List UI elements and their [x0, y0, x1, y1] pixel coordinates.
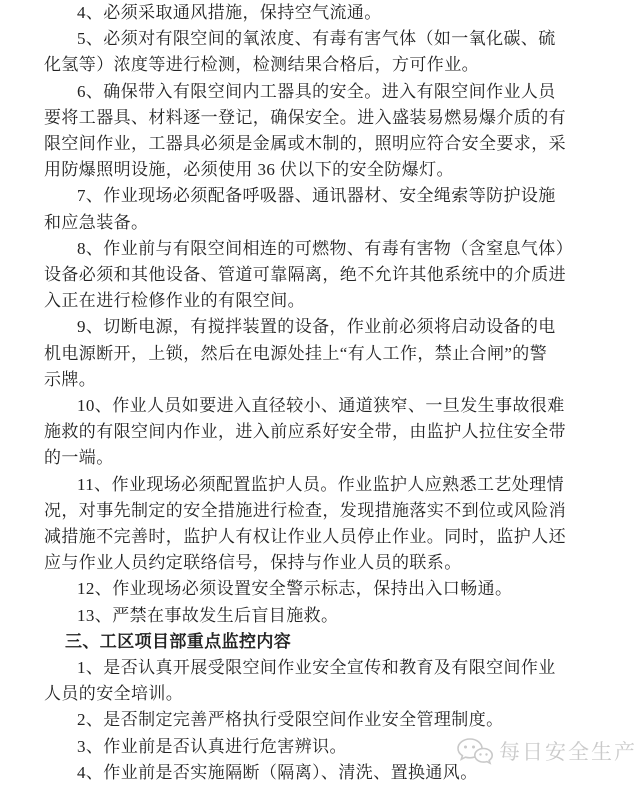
paragraph-line: 人员的安全培训。 — [44, 684, 184, 704]
paragraph-line: 4、作业前是否实施隔断（隔离）、清洗、置换通风。 — [77, 762, 478, 782]
paragraph-line: 1、是否认真开展受限空间作业安全宣传和教育及有限空间作业 — [77, 658, 556, 678]
paragraph-line: 要将工器具、材料逐一登记，确保安全。进入盛装易燃易爆介质的有 — [44, 107, 566, 127]
paragraph-line: 7、作业现场必须配备呼吸器、通讯器材、安全绳索等防护设施 — [77, 186, 556, 206]
paragraph-line: 8、作业前与有限空间相连的可燃物、有毒有害物（含窒息气体） — [77, 238, 574, 258]
paragraph-line: 4、必须采取通风措施，保持空气流通。 — [77, 3, 382, 22]
paragraph-line: 应与作业人员约定联络信号，保持与作业人员的联系。 — [44, 553, 462, 573]
paragraph-line: 用防爆照明设施，必须使用 36 伏以下的安全防爆灯。 — [44, 160, 454, 180]
paragraph-line: 减措施不完善时，监护人有权让作业人员停止作业。同时，监护人还 — [44, 527, 566, 547]
paragraph-line: 11、作业现场必须配置监护人员。作业监护人应熟悉工艺处理情 — [77, 474, 564, 494]
paragraph-line: 况，对事先制定的安全措施进行检查，发现措施落实不到位或风险消 — [44, 500, 566, 520]
watermark — [456, 736, 637, 768]
watermark-label: 每日安全生产 — [499, 739, 637, 764]
paragraph-line: 5、必须对有限空间的氧浓度、有毒有害气体（如一氧化碳、硫 — [77, 29, 556, 49]
document-body — [44, 0, 593, 786]
paragraph-line: 10、作业人员如要进入直径较小、通道狭窄、一旦发生事故很难 — [77, 396, 565, 416]
wechat-chat-bubbles-icon — [456, 736, 494, 768]
section-heading: 三、工区项目部重点监控内容 — [65, 631, 292, 651]
paragraph-line: 的一端。 — [44, 448, 114, 468]
paragraph-line: 12、作业现场必须设置安全警示标志，保持出入口畅通。 — [77, 579, 513, 599]
paragraph-line: 限空间作业，工器具必须是金属或木制的，照明应符合安全要求，采 — [44, 134, 566, 154]
paragraph-line: 3、作业前是否认真进行危害辨识。 — [77, 736, 347, 756]
paragraph-line: 入正在进行检修作业的有限空间。 — [44, 291, 305, 311]
paragraph-line: 设备必须和其他设备、管道可靠隔离，绝不允许其他系统中的介质进 — [44, 265, 566, 285]
paragraph-line: 6、确保带入有限空间内工器具的安全。进入有限空间作业人员 — [77, 81, 556, 101]
paragraph-line: 机电源断开，上锁，然后在电源处挂上“有人工作，禁止合闸”的警 — [44, 343, 548, 363]
paragraph-line: 2、是否制定完善严格执行受限空间作业安全管理制度。 — [77, 710, 504, 730]
paragraph-line: 示牌。 — [44, 369, 97, 389]
paragraph-line: 化氢等）浓度等进行检测，检测结果合格后，方可作业。 — [44, 55, 479, 75]
paragraph-line: 和应急装备。 — [44, 212, 149, 232]
paragraph-line: 施救的有限空间内作业，进入前应系好安全带，由监护人拉住安全带 — [44, 422, 566, 442]
paragraph-line: 9、切断电源，有搅拌装置的设备，作业前必须将启动设备的电 — [77, 317, 556, 337]
paragraph-line: 13、严禁在事故发生后盲目施救。 — [77, 605, 339, 625]
